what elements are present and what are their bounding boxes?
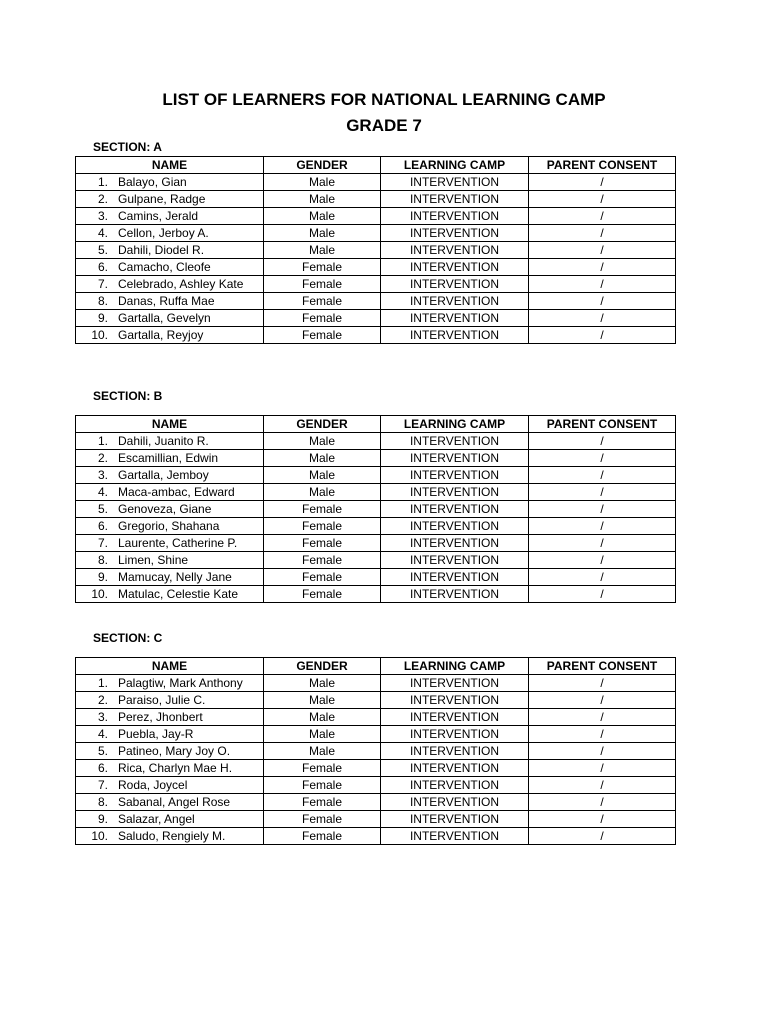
- table-row: [76, 467, 676, 484]
- parent-consent-cell: /: [529, 675, 676, 692]
- table-row: [76, 501, 676, 518]
- learner-name: Sabanal, Angel Rose: [118, 795, 231, 809]
- table-row: [76, 675, 676, 692]
- learner-name: Perez, Jhonbert: [118, 710, 203, 724]
- section-a-table: [75, 156, 676, 344]
- gender-cell: Female: [264, 777, 381, 794]
- learner-name: Escamillian, Edwin: [118, 451, 219, 465]
- parent-consent-cell: /: [529, 433, 676, 450]
- gender-cell: Female: [264, 276, 381, 293]
- gender-cell: Female: [264, 501, 381, 518]
- learning-camp-column-header: LEARNING CAMP: [381, 416, 529, 433]
- section-b-label: SECTION: B: [93, 389, 163, 403]
- parent-consent-cell: /: [529, 794, 676, 811]
- learner-name: Genoveza, Giane: [118, 502, 212, 516]
- row-number: 3.: [97, 468, 108, 482]
- page-title: LIST OF LEARNERS FOR NATIONAL LEARNING CAMP: [162, 90, 606, 109]
- row-number: 8.: [97, 795, 108, 809]
- learner-name: Gartalla, Jemboy: [118, 468, 209, 482]
- row-number: 4.: [97, 485, 108, 499]
- name-cell: [76, 208, 264, 225]
- table-row: [76, 811, 676, 828]
- name-cell: [76, 327, 264, 344]
- gender-cell: Male: [264, 225, 381, 242]
- learning-camp-cell: INTERVENTION: [381, 535, 529, 552]
- row-number: 8.: [97, 553, 108, 567]
- name-cell: [76, 259, 264, 276]
- table-row: [76, 208, 676, 225]
- row-number: 4.: [97, 727, 108, 741]
- name-cell: [76, 777, 264, 794]
- parent-consent-cell: /: [529, 552, 676, 569]
- learning-camp-cell: INTERVENTION: [381, 726, 529, 743]
- learner-name: Gulpane, Radge: [118, 192, 206, 206]
- gender-cell: Male: [264, 433, 381, 450]
- learning-camp-cell: INTERVENTION: [381, 692, 529, 709]
- learner-name: Rica, Charlyn Mae H.: [118, 761, 233, 775]
- gender-cell: Female: [264, 586, 381, 603]
- parent-consent-cell: /: [529, 535, 676, 552]
- parent-consent-cell: /: [529, 174, 676, 191]
- parent-consent-cell: /: [529, 310, 676, 327]
- name-cell: [76, 242, 264, 259]
- gender-cell: Male: [264, 675, 381, 692]
- name-cell: [76, 310, 264, 327]
- row-number: 5.: [97, 502, 108, 516]
- parent-consent-cell: /: [529, 467, 676, 484]
- name-cell: [76, 552, 264, 569]
- learner-name: Saludo, Rengiely M.: [118, 829, 226, 843]
- name-cell: [76, 191, 264, 208]
- learning-camp-column-header: LEARNING CAMP: [381, 157, 529, 174]
- learning-camp-cell: INTERVENTION: [381, 208, 529, 225]
- learner-name: Balayo, Gian: [118, 175, 187, 189]
- parent-consent-cell: /: [529, 760, 676, 777]
- learning-camp-cell: INTERVENTION: [381, 811, 529, 828]
- row-number: 1.: [97, 434, 108, 448]
- gender-cell: Male: [264, 191, 381, 208]
- learning-camp-cell: INTERVENTION: [381, 293, 529, 310]
- row-number: 6.: [97, 260, 108, 274]
- parent-consent-cell: /: [529, 208, 676, 225]
- learning-camp-cell: INTERVENTION: [381, 450, 529, 467]
- name-cell: [76, 760, 264, 777]
- name-cell: [76, 467, 264, 484]
- learning-camp-cell: INTERVENTION: [381, 760, 529, 777]
- table-row: [76, 484, 676, 501]
- learner-name: Puebla, Jay-R: [118, 727, 194, 741]
- parent-consent-cell: /: [529, 242, 676, 259]
- table-row: [76, 828, 676, 845]
- learning-camp-cell: INTERVENTION: [381, 552, 529, 569]
- row-number: 10.: [91, 328, 108, 342]
- parent-consent-cell: /: [529, 811, 676, 828]
- name-cell: [76, 225, 264, 242]
- gender-cell: Male: [264, 450, 381, 467]
- name-cell: [76, 794, 264, 811]
- table-row: [76, 191, 676, 208]
- gender-cell: Male: [264, 174, 381, 191]
- parent-consent-cell: /: [529, 777, 676, 794]
- section-a-label: SECTION: A: [93, 140, 162, 154]
- learner-name: Gartalla, Reyjoy: [118, 328, 204, 342]
- name-cell: [76, 484, 264, 501]
- learning-camp-cell: INTERVENTION: [381, 518, 529, 535]
- parent-consent-cell: /: [529, 692, 676, 709]
- row-number: 8.: [97, 294, 108, 308]
- gender-cell: Female: [264, 828, 381, 845]
- gender-cell: Female: [264, 569, 381, 586]
- gender-cell: Female: [264, 259, 381, 276]
- table-row: [76, 327, 676, 344]
- row-number: 5.: [97, 243, 108, 257]
- row-number: 6.: [97, 519, 108, 533]
- learner-name: Paraiso, Julie C.: [118, 693, 206, 707]
- table-header-row: [76, 416, 676, 433]
- name-cell: [76, 743, 264, 760]
- name-column-header: NAME: [76, 157, 264, 174]
- parent-consent-cell: /: [529, 191, 676, 208]
- name-cell: [76, 501, 264, 518]
- learning-camp-cell: INTERVENTION: [381, 794, 529, 811]
- row-number: 7.: [97, 778, 108, 792]
- table-header-row: [76, 658, 676, 675]
- learner-name: Mamucay, Nelly Jane: [118, 570, 232, 584]
- table-row: [76, 433, 676, 450]
- name-column-header: NAME: [76, 416, 264, 433]
- row-number: 10.: [91, 829, 108, 843]
- parent-consent-cell: /: [529, 586, 676, 603]
- learning-camp-cell: INTERVENTION: [381, 586, 529, 603]
- table-header-row: [76, 157, 676, 174]
- learning-camp-cell: INTERVENTION: [381, 433, 529, 450]
- learning-camp-cell: INTERVENTION: [381, 174, 529, 191]
- table-row: [76, 794, 676, 811]
- parent-consent-cell: /: [529, 828, 676, 845]
- parent-consent-cell: /: [529, 327, 676, 344]
- learner-name: Dahili, Juanito R.: [118, 434, 209, 448]
- learner-name: Roda, Joycel: [118, 778, 188, 792]
- parent-consent-cell: /: [529, 225, 676, 242]
- parent-consent-cell: /: [529, 293, 676, 310]
- learner-name: Maca-ambac, Edward: [118, 485, 235, 499]
- learner-name: Patineo, Mary Joy O.: [118, 744, 231, 758]
- gender-cell: Female: [264, 811, 381, 828]
- table-row: [76, 276, 676, 293]
- parent-consent-column-header: PARENT CONSENT: [529, 157, 676, 174]
- table-row: [76, 518, 676, 535]
- learner-name: Cellon, Jerboy A.: [118, 226, 209, 240]
- gender-cell: Female: [264, 518, 381, 535]
- learner-name: Gartalla, Gevelyn: [118, 311, 211, 325]
- learner-name: Danas, Ruffa Mae: [118, 294, 215, 308]
- learning-camp-cell: INTERVENTION: [381, 310, 529, 327]
- table-row: [76, 535, 676, 552]
- gender-column-header: GENDER: [264, 416, 381, 433]
- learning-camp-cell: INTERVENTION: [381, 276, 529, 293]
- learning-camp-cell: INTERVENTION: [381, 484, 529, 501]
- table-row: [76, 259, 676, 276]
- row-number: 9.: [97, 570, 108, 584]
- name-cell: [76, 518, 264, 535]
- table-row: [76, 293, 676, 310]
- learning-camp-cell: INTERVENTION: [381, 709, 529, 726]
- row-number: 3.: [97, 710, 108, 724]
- name-cell: [76, 293, 264, 310]
- parent-consent-column-header: PARENT CONSENT: [529, 658, 676, 675]
- learner-name: Salazar, Angel: [118, 812, 195, 826]
- table-row: [76, 552, 676, 569]
- parent-consent-cell: /: [529, 501, 676, 518]
- parent-consent-cell: /: [529, 450, 676, 467]
- row-number: 6.: [97, 761, 108, 775]
- learning-camp-cell: INTERVENTION: [381, 225, 529, 242]
- table-row: [76, 310, 676, 327]
- learner-name: Dahili, Diodel R.: [118, 243, 205, 257]
- name-cell: [76, 535, 264, 552]
- row-number: 7.: [97, 536, 108, 550]
- table-row: [76, 242, 676, 259]
- table-row: [76, 709, 676, 726]
- name-cell: [76, 450, 264, 467]
- gender-cell: Male: [264, 726, 381, 743]
- section-c-table: [75, 657, 676, 845]
- table-row: [76, 760, 676, 777]
- table-row: [76, 450, 676, 467]
- name-cell: [76, 675, 264, 692]
- gender-cell: Female: [264, 293, 381, 310]
- learning-camp-column-header: LEARNING CAMP: [381, 658, 529, 675]
- learning-camp-cell: INTERVENTION: [381, 467, 529, 484]
- learning-camp-cell: INTERVENTION: [381, 501, 529, 518]
- gender-cell: Male: [264, 692, 381, 709]
- gender-cell: Male: [264, 467, 381, 484]
- row-number: 9.: [97, 812, 108, 826]
- row-number: 1.: [97, 175, 108, 189]
- gender-cell: Male: [264, 743, 381, 760]
- learning-camp-cell: INTERVENTION: [381, 191, 529, 208]
- section-b-table: [75, 415, 676, 603]
- learner-name: Palagtiw, Mark Anthony: [118, 676, 243, 690]
- name-cell: [76, 726, 264, 743]
- row-number: 7.: [97, 277, 108, 291]
- name-cell: [76, 828, 264, 845]
- gender-cell: Male: [264, 208, 381, 225]
- gender-cell: Female: [264, 310, 381, 327]
- learner-name: Camins, Jerald: [118, 209, 199, 223]
- parent-consent-cell: /: [529, 569, 676, 586]
- parent-consent-cell: /: [529, 259, 676, 276]
- learning-camp-cell: INTERVENTION: [381, 242, 529, 259]
- parent-consent-cell: /: [529, 743, 676, 760]
- gender-cell: Female: [264, 552, 381, 569]
- name-cell: [76, 586, 264, 603]
- parent-consent-column-header: PARENT CONSENT: [529, 416, 676, 433]
- row-number: 1.: [97, 676, 108, 690]
- learning-camp-cell: INTERVENTION: [381, 828, 529, 845]
- learning-camp-cell: INTERVENTION: [381, 777, 529, 794]
- name-cell: [76, 692, 264, 709]
- parent-consent-cell: /: [529, 518, 676, 535]
- gender-cell: Male: [264, 709, 381, 726]
- name-cell: [76, 569, 264, 586]
- learner-name: Gregorio, Shahana: [118, 519, 220, 533]
- learning-camp-cell: INTERVENTION: [381, 569, 529, 586]
- name-cell: [76, 174, 264, 191]
- gender-column-header: GENDER: [264, 157, 381, 174]
- name-cell: [76, 433, 264, 450]
- table-row: [76, 586, 676, 603]
- gender-cell: Female: [264, 794, 381, 811]
- gender-cell: Male: [264, 484, 381, 501]
- gender-cell: Female: [264, 760, 381, 777]
- grade-title: GRADE 7: [346, 116, 422, 135]
- learning-camp-cell: INTERVENTION: [381, 327, 529, 344]
- learning-camp-cell: INTERVENTION: [381, 743, 529, 760]
- row-number: 5.: [97, 744, 108, 758]
- learner-name: Laurente, Catherine P.: [118, 536, 238, 550]
- parent-consent-cell: /: [529, 276, 676, 293]
- row-number: 3.: [97, 209, 108, 223]
- table-row: [76, 692, 676, 709]
- row-number: 2.: [97, 192, 108, 206]
- row-number: 2.: [97, 693, 108, 707]
- table-row: [76, 225, 676, 242]
- name-column-header: NAME: [76, 658, 264, 675]
- parent-consent-cell: /: [529, 726, 676, 743]
- table-row: [76, 743, 676, 760]
- table-row: [76, 569, 676, 586]
- gender-cell: Female: [264, 535, 381, 552]
- learner-name: Camacho, Cleofe: [118, 260, 211, 274]
- learner-name: Matulac, Celestie Kate: [118, 587, 239, 601]
- row-number: 2.: [97, 451, 108, 465]
- name-cell: [76, 811, 264, 828]
- learner-name: Celebrado, Ashley Kate: [118, 277, 244, 291]
- gender-cell: Male: [264, 242, 381, 259]
- table-row: [76, 726, 676, 743]
- table-row: [76, 174, 676, 191]
- section-c-label: SECTION: C: [93, 631, 163, 645]
- learning-camp-cell: INTERVENTION: [381, 675, 529, 692]
- parent-consent-cell: /: [529, 484, 676, 501]
- parent-consent-cell: /: [529, 709, 676, 726]
- name-cell: [76, 709, 264, 726]
- gender-cell: Female: [264, 327, 381, 344]
- row-number: 9.: [97, 311, 108, 325]
- name-cell: [76, 276, 264, 293]
- table-row: [76, 777, 676, 794]
- gender-column-header: GENDER: [264, 658, 381, 675]
- learning-camp-cell: INTERVENTION: [381, 259, 529, 276]
- row-number: 10.: [91, 587, 108, 601]
- row-number: 4.: [97, 226, 108, 240]
- learner-name: Limen, Shine: [118, 553, 189, 567]
